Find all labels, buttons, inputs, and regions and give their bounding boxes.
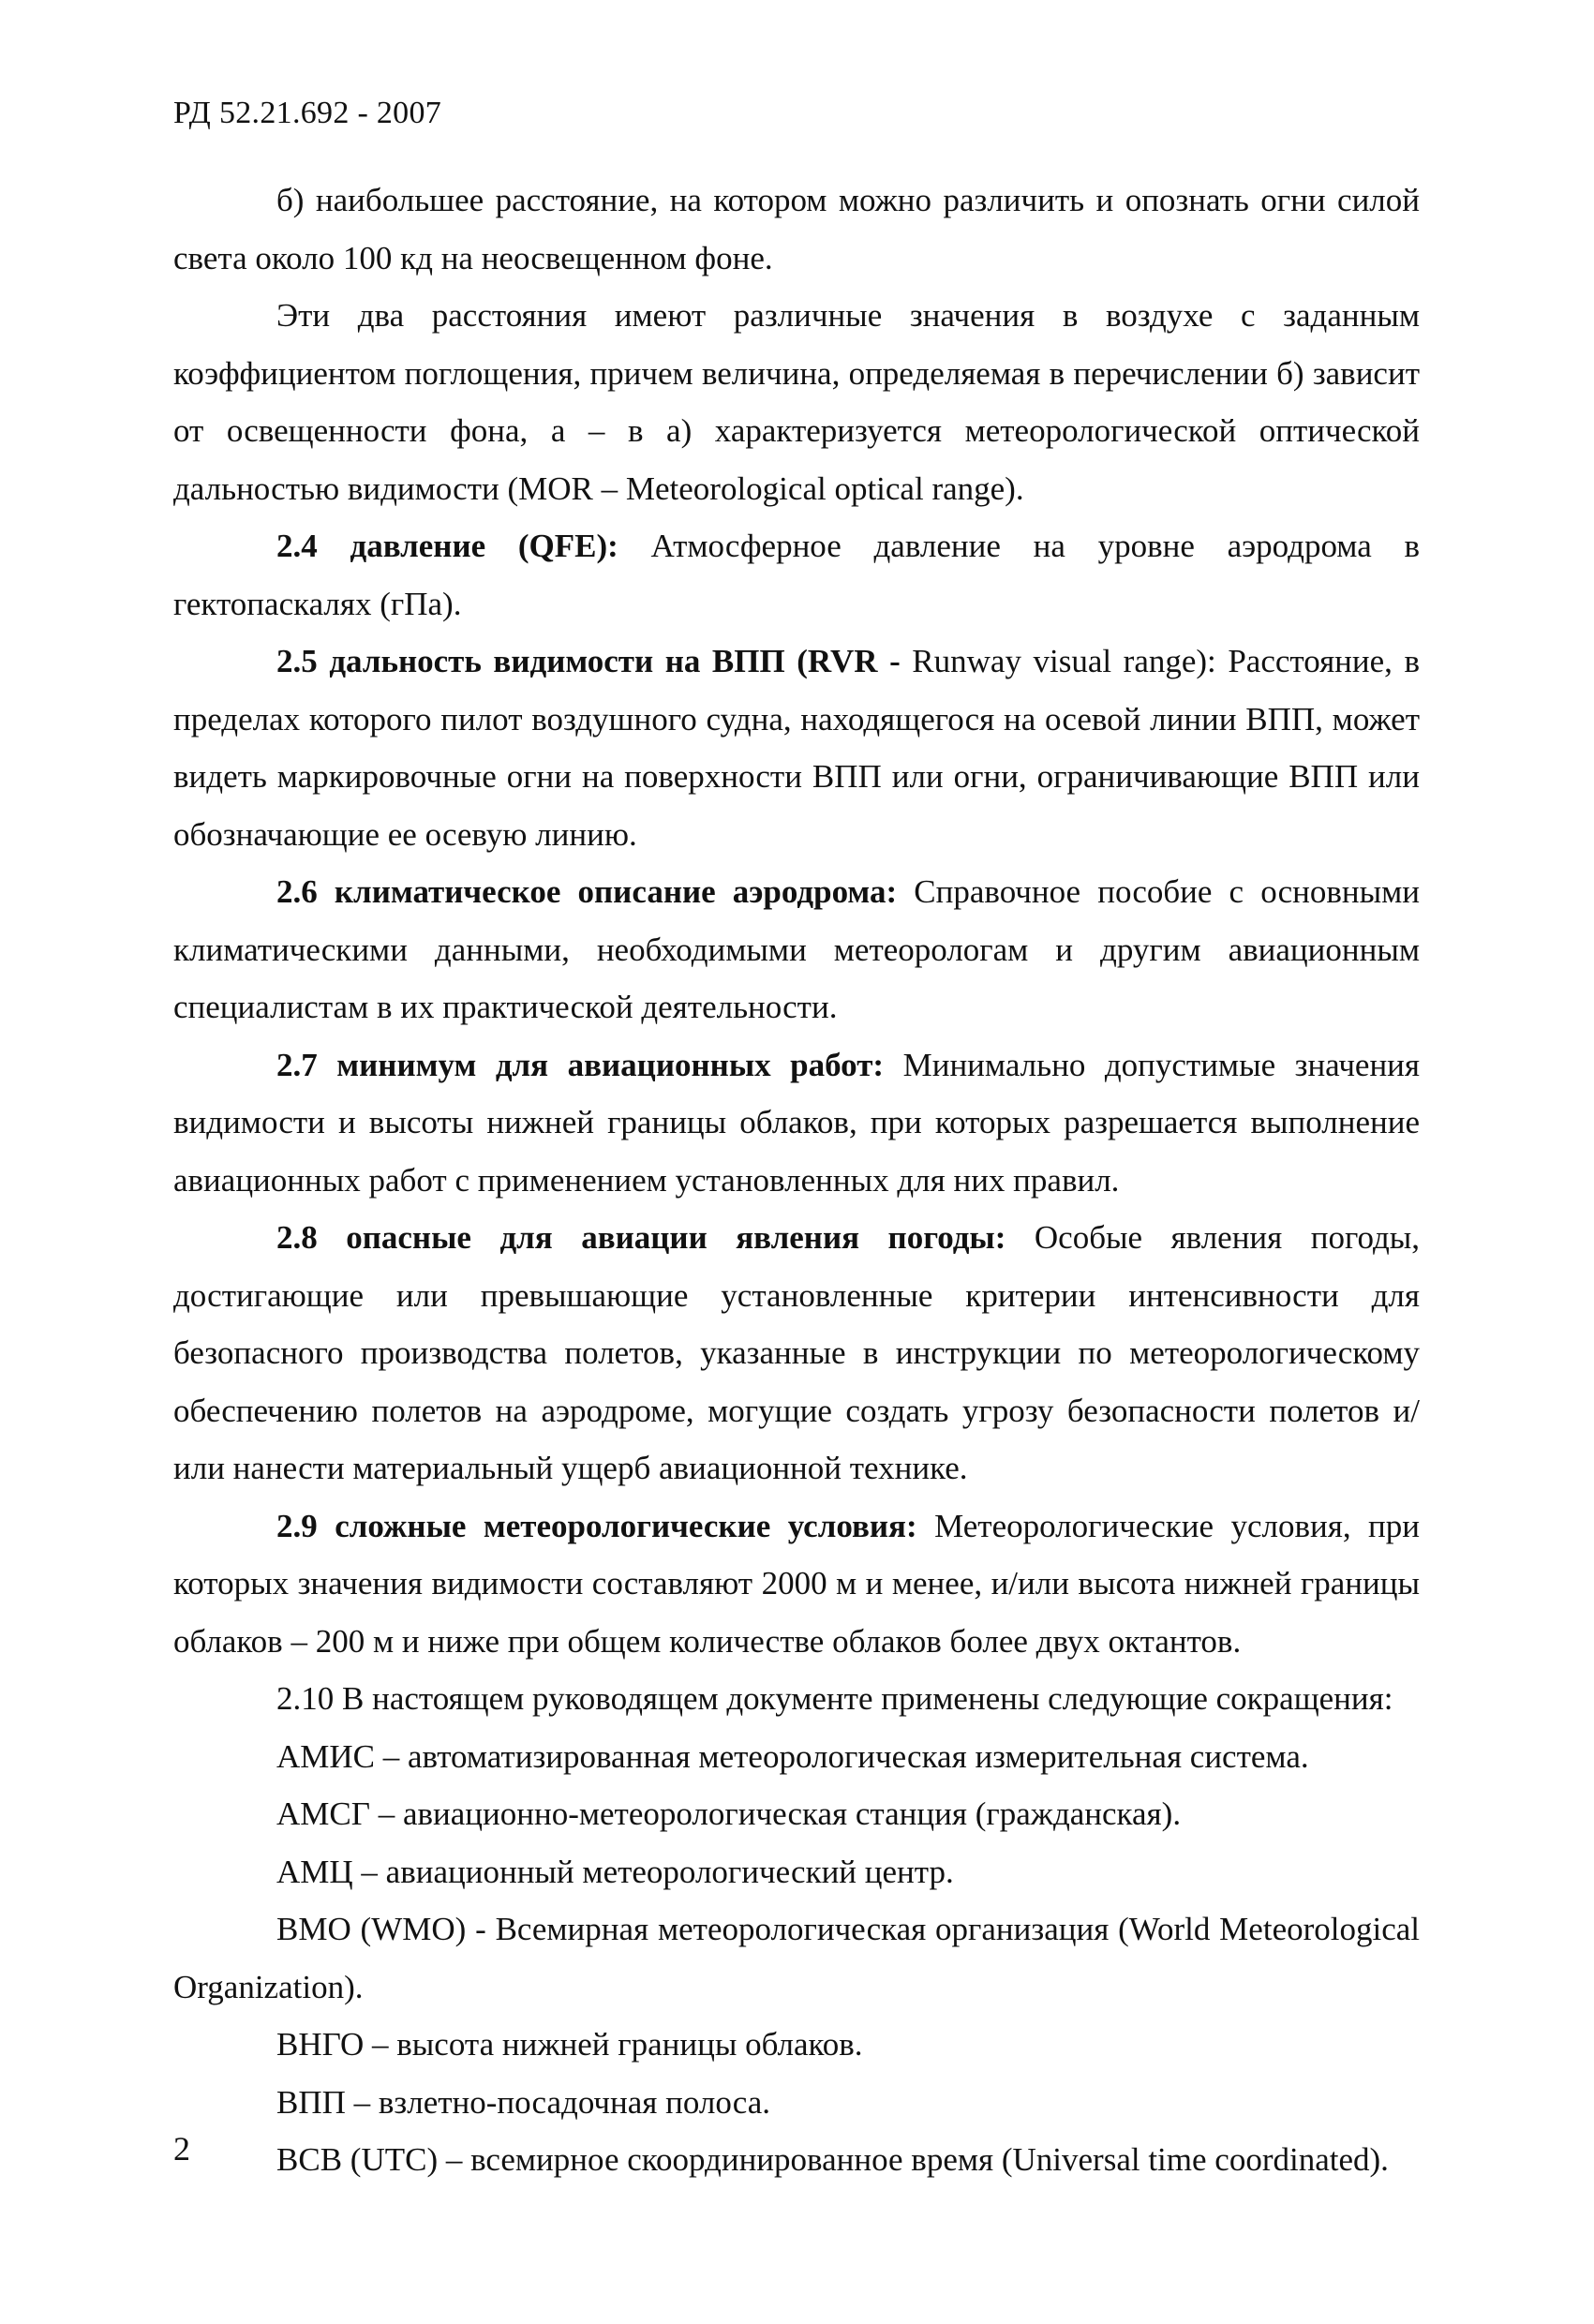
definition-term: дальность видимости на ВПП (RVR - bbox=[329, 643, 901, 679]
definition-2-8 bbox=[173, 1209, 1420, 1497]
list-item-b: б) наибольшее расстояние, на котором можно различить и опознать огни силой света около 100 кд на неосвещенном фоне. bbox=[173, 182, 1420, 276]
abbreviation-item: ВНГО – высота нижней границы облаков. bbox=[276, 2026, 863, 2063]
definition-text: Runway visual range): Расстояние, в пределах которого пилот воздушного судна, находящегося на осевой линии ВПП, может видеть маркировочные огни на поверхности ВПП или огни, ограничивающие ВПП или обозначающие ее осевую линию. bbox=[173, 643, 1420, 853]
definition-2-5 bbox=[173, 633, 1420, 863]
definition-text: Минимально допустимые значения видимости и высоты нижней границы облаков, при которых разрешается выполнение авиационных работ с применением установленных для них правил. bbox=[173, 1046, 1421, 1199]
definition-number: 2.5 bbox=[276, 643, 318, 679]
definition-term: сложные метеорологические условия: bbox=[335, 1507, 917, 1544]
definition-2-7 bbox=[173, 1036, 1420, 1210]
definition-term: опасные для авиации явления погоды: bbox=[346, 1219, 1006, 1256]
definition-2-9 bbox=[173, 1497, 1420, 1671]
definition-number: 2.4 bbox=[276, 528, 318, 564]
definition-term: минимум для авиационных работ: bbox=[336, 1046, 885, 1083]
definition-term: климатическое описание аэродрома: bbox=[334, 873, 898, 910]
definition-text: Особые явления погоды, достигающие или превышающие установленные критерии интенсивности для безопасного производства полетов, указанные в инструкции по метеорологическому обеспечению полетов на аэродроме, могущие создать угрозу безопасности полетов и/или нанести материальный ущерб авиационной технике. bbox=[173, 1219, 1421, 1486]
definition-term: давление (QFE): bbox=[350, 528, 618, 564]
explanatory-note: Эти два расстояния имеют различные значения в воздухе с заданным коэффициентом поглощения, причем величина, определяемая в перечислении б) зависит от освещенности фона, а – в а) характеризуется метеорологической оптической дальностью видимости (MOR – Meteorological optical range). bbox=[173, 297, 1420, 507]
abbreviation-item: ВПП – взлетно-посадочная полоса. bbox=[276, 2083, 770, 2121]
abbreviation-item: АМЦ – авиационный метеорологический центр. bbox=[276, 1853, 954, 1890]
definition-number: 2.7 bbox=[276, 1046, 318, 1083]
definition-number: 2.6 bbox=[276, 873, 318, 910]
definition-text: Метеорологические условия, при которых значения видимости составляют 2000 м и менее, и/или высота нижней границы облаков – 200 м и ниже при общем количестве облаков более двух октантов. bbox=[173, 1507, 1421, 1660]
definition-2-6 bbox=[173, 863, 1420, 1036]
definition-text: Справочное пособие с основными климатическими данными, необходимыми метеорологам и другим авиационным специалистам в их практической деятельности. bbox=[173, 873, 1421, 1025]
definition-2-4 bbox=[173, 517, 1420, 633]
definition-number: 2.9 bbox=[276, 1507, 318, 1544]
abbreviations-intro: 2.10 В настоящем руководящем документе применены следующие сокращения: bbox=[276, 1680, 1393, 1717]
definition-text: Атмосферное давление на уровне аэродрома в гектопаскалях (гПа). bbox=[173, 528, 1421, 622]
abbreviation-item: АМИС – автоматизированная метеорологическая измерительная система. bbox=[276, 1737, 1309, 1775]
page-number: 2 bbox=[173, 2130, 190, 2168]
abbreviation-item: ВМО (WMO) - Всемирная метеорологическая организация (World Meteorological Organization). bbox=[173, 1911, 1420, 2005]
document-body bbox=[173, 171, 1420, 2189]
definition-number: 2.8 bbox=[276, 1219, 318, 1256]
abbreviation-item: АМСГ – авиационно-метеорологическая станция (гражданская). bbox=[276, 1795, 1182, 1832]
document-code-header: РД 52.21.692 - 2007 bbox=[173, 96, 442, 130]
abbreviation-item: ВСВ (UTC) – всемирное скоординированное время (Universal time coordinated). bbox=[276, 2141, 1389, 2178]
